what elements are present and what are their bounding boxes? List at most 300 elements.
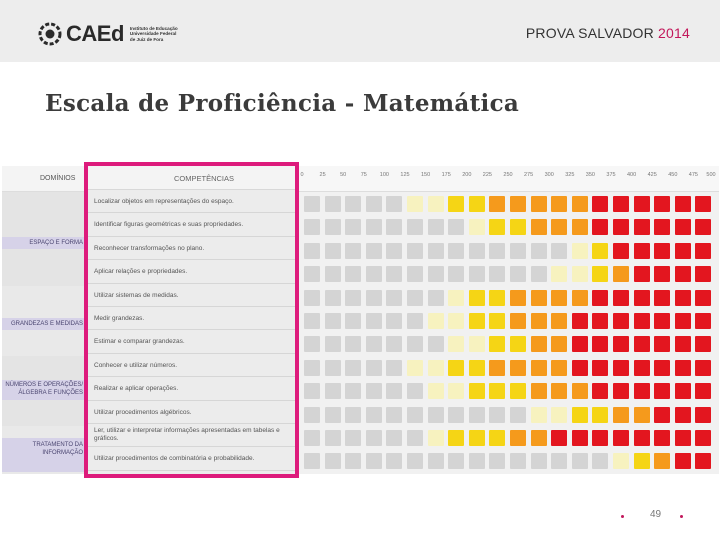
proficiency-cell	[325, 383, 341, 399]
proficiency-cell	[531, 453, 547, 469]
proficiency-cell	[634, 407, 650, 423]
proficiency-cell	[345, 313, 361, 329]
proficiency-cell	[675, 196, 691, 212]
proficiency-cell	[613, 313, 629, 329]
proficiency-cell	[592, 243, 608, 259]
proficiency-cell	[386, 383, 402, 399]
proficiency-cell	[654, 243, 670, 259]
proficiency-cell	[572, 360, 588, 376]
footer-dot-right	[680, 515, 683, 518]
proficiency-grid	[299, 192, 719, 474]
competency-row	[88, 377, 295, 400]
proficiency-cell	[531, 360, 547, 376]
proficiency-cell	[675, 360, 691, 376]
page-title: Escala de Proficiência - Matemática	[45, 90, 520, 117]
proficiency-cell	[695, 313, 711, 329]
scale-tick-label: 350	[585, 172, 595, 178]
proficiency-cell	[510, 453, 526, 469]
footer-dot-left	[621, 515, 624, 518]
proficiency-cell	[551, 360, 567, 376]
proficiency-cell	[386, 290, 402, 306]
competency-row	[88, 260, 295, 283]
header-title-year: 2014	[658, 25, 690, 41]
proficiency-cell	[386, 196, 402, 212]
proficiency-cell	[695, 290, 711, 306]
proficiency-cell	[469, 290, 485, 306]
domain-label: NÚMEROS E OPERAÇÕES/ ÁLGEBRA E FUNÇÕES	[2, 380, 85, 400]
proficiency-cell	[531, 313, 547, 329]
competencies-header	[88, 166, 295, 190]
proficiency-cell	[325, 313, 341, 329]
proficiency-cell	[386, 430, 402, 446]
proficiency-cell	[634, 196, 650, 212]
proficiency-cell	[489, 290, 505, 306]
proficiency-cell	[510, 407, 526, 423]
proficiency-cell	[531, 219, 547, 235]
competency-label: Medir grandezas.	[94, 315, 145, 322]
scale-tick-label: 400	[627, 172, 637, 178]
proficiency-cell	[592, 336, 608, 352]
proficiency-cell	[428, 219, 444, 235]
scale-tick-label: 0	[300, 172, 304, 178]
proficiency-cell	[654, 266, 670, 282]
proficiency-cell	[345, 266, 361, 282]
domain-label: GRANDEZAS E MEDIDAS	[2, 318, 85, 330]
competencies-header-label: COMPETÊNCIAS	[174, 174, 235, 183]
proficiency-cell	[654, 430, 670, 446]
proficiency-cell	[592, 219, 608, 235]
proficiency-cell	[345, 453, 361, 469]
competency-label: Identificar figuras geométricas e suas propriedades.	[94, 221, 244, 229]
domains-column	[2, 166, 85, 474]
proficiency-cell	[510, 196, 526, 212]
proficiency-cell	[510, 219, 526, 235]
proficiency-cell	[345, 407, 361, 423]
proficiency-cell	[634, 336, 650, 352]
proficiency-cell	[592, 266, 608, 282]
proficiency-cell	[304, 430, 320, 446]
logo-subtitle-line: Instituto de Educação	[129, 25, 178, 31]
proficiency-cell	[325, 266, 341, 282]
header-title-main: PROVA SALVADOR	[525, 25, 654, 41]
proficiency-cell	[386, 313, 402, 329]
competency-label: Realizar e aplicar operações.	[94, 385, 179, 393]
proficiency-cell	[407, 430, 423, 446]
proficiency-cell	[407, 243, 423, 259]
proficiency-cell	[695, 196, 711, 212]
proficiency-cell	[695, 360, 711, 376]
proficiency-cell	[613, 430, 629, 446]
proficiency-cell	[654, 219, 670, 235]
scale-tick-label: 450	[668, 172, 678, 178]
proficiency-cell	[675, 313, 691, 329]
proficiency-cell	[345, 219, 361, 235]
proficiency-cell	[345, 336, 361, 352]
proficiency-cell	[448, 383, 464, 399]
proficiency-cell	[345, 430, 361, 446]
proficiency-cell	[489, 313, 505, 329]
proficiency-cell	[366, 219, 382, 235]
domains-header	[2, 166, 85, 192]
proficiency-cell	[489, 336, 505, 352]
proficiency-cell	[489, 360, 505, 376]
proficiency-cell	[572, 313, 588, 329]
competency-row	[88, 237, 295, 260]
scale-tick-label: 500	[706, 172, 716, 178]
proficiency-cell	[448, 336, 464, 352]
proficiency-cell	[386, 266, 402, 282]
proficiency-cell	[634, 219, 650, 235]
proficiency-cell	[592, 290, 608, 306]
competency-row	[88, 401, 295, 424]
proficiency-cell	[469, 266, 485, 282]
proficiency-cell	[531, 383, 547, 399]
proficiency-cell	[428, 196, 444, 212]
competency-row	[88, 307, 295, 330]
proficiency-cell	[695, 407, 711, 423]
proficiency-cell	[428, 407, 444, 423]
proficiency-cell	[386, 453, 402, 469]
proficiency-cell	[551, 219, 567, 235]
proficiency-cell	[428, 383, 444, 399]
proficiency-cell	[572, 383, 588, 399]
proficiency-cell	[304, 266, 320, 282]
proficiency-cell	[469, 430, 485, 446]
proficiency-cell	[510, 313, 526, 329]
proficiency-cell	[675, 290, 691, 306]
header-bar	[0, 0, 720, 62]
proficiency-cell	[654, 383, 670, 399]
domain-band-espaco	[2, 192, 85, 286]
proficiency-cell	[325, 290, 341, 306]
proficiency-cell	[695, 243, 711, 259]
proficiency-cell	[531, 430, 547, 446]
proficiency-cell	[407, 196, 423, 212]
proficiency-cell	[366, 290, 382, 306]
proficiency-cell	[325, 360, 341, 376]
competency-label: Reconhecer transformações no plano.	[94, 244, 205, 252]
proficiency-cell	[613, 290, 629, 306]
proficiency-cell	[448, 290, 464, 306]
proficiency-cell	[386, 243, 402, 259]
competency-row	[88, 284, 295, 307]
proficiency-cell	[675, 336, 691, 352]
scale-tick-label: 200	[462, 172, 472, 178]
proficiency-cell	[551, 407, 567, 423]
proficiency-cell	[407, 290, 423, 306]
proficiency-cell	[366, 430, 382, 446]
proficiency-cell	[386, 360, 402, 376]
proficiency-cell	[695, 336, 711, 352]
proficiency-cell	[551, 430, 567, 446]
proficiency-cell	[572, 453, 588, 469]
proficiency-cell	[448, 360, 464, 376]
proficiency-cell	[592, 407, 608, 423]
proficiency-cell	[551, 336, 567, 352]
proficiency-cell	[304, 407, 320, 423]
scale-tick-label: 225	[482, 172, 492, 178]
logo-text: CAEd	[66, 21, 124, 46]
proficiency-cell	[489, 407, 505, 423]
proficiency-cell	[592, 313, 608, 329]
proficiency-cell	[654, 453, 670, 469]
proficiency-cell	[304, 219, 320, 235]
proficiency-cell	[654, 196, 670, 212]
competencies-highlight-frame	[84, 162, 299, 478]
proficiency-cell	[613, 407, 629, 423]
proficiency-cell	[613, 336, 629, 352]
scale-tick-label: 425	[647, 172, 657, 178]
proficiency-cell	[695, 219, 711, 235]
proficiency-cell	[304, 336, 320, 352]
scale-tick-label: 250	[503, 172, 513, 178]
proficiency-cell	[428, 266, 444, 282]
competency-label: Utilizar sistemas de medidas.	[94, 291, 179, 299]
proficiency-cell	[531, 290, 547, 306]
proficiency-cell	[489, 453, 505, 469]
proficiency-cell	[325, 430, 341, 446]
proficiency-cell	[469, 219, 485, 235]
proficiency-cell	[592, 383, 608, 399]
competency-row	[88, 447, 295, 470]
competency-row	[88, 354, 295, 377]
scale-tick-label: 375	[606, 172, 616, 178]
proficiency-cell	[469, 360, 485, 376]
scale-tick-label: 25	[319, 172, 326, 178]
proficiency-cell	[592, 196, 608, 212]
proficiency-cell	[510, 290, 526, 306]
proficiency-cell	[428, 336, 444, 352]
proficiency-cell	[448, 313, 464, 329]
proficiency-cell	[695, 430, 711, 446]
header-title	[526, 25, 690, 41]
domain-label: TRATAMENTO DA INFORMAÇÃO	[2, 438, 85, 472]
proficiency-cell	[613, 453, 629, 469]
proficiency-cell	[304, 313, 320, 329]
competency-row	[88, 424, 295, 447]
proficiency-cell	[572, 196, 588, 212]
domain-band-grandezas	[2, 286, 85, 356]
proficiency-cell	[304, 360, 320, 376]
competency-row	[88, 190, 295, 213]
proficiency-cell	[613, 196, 629, 212]
competency-label: Conhecer e utilizar números.	[94, 361, 178, 369]
proficiency-cell	[407, 360, 423, 376]
proficiency-cell	[325, 453, 341, 469]
scale-header	[299, 166, 719, 192]
proficiency-cell	[366, 360, 382, 376]
domain-label: ESPAÇO E FORMA	[2, 237, 85, 249]
proficiency-cell	[531, 266, 547, 282]
proficiency-cell	[345, 196, 361, 212]
proficiency-cell	[675, 243, 691, 259]
proficiency-cell	[510, 336, 526, 352]
proficiency-cell	[654, 360, 670, 376]
proficiency-cell	[675, 453, 691, 469]
proficiency-cell	[551, 383, 567, 399]
proficiency-cell	[386, 336, 402, 352]
proficiency-cell	[675, 219, 691, 235]
proficiency-cell	[654, 313, 670, 329]
proficiency-cell	[634, 430, 650, 446]
proficiency-cell	[407, 407, 423, 423]
proficiency-cell	[448, 219, 464, 235]
proficiency-cell	[469, 453, 485, 469]
competency-row	[88, 213, 295, 236]
proficiency-cell	[695, 266, 711, 282]
proficiency-cell	[407, 383, 423, 399]
proficiency-cell	[675, 383, 691, 399]
competency-label: Estimar e comparar grandezas.	[94, 338, 185, 346]
proficiency-cell	[469, 196, 485, 212]
scale-tick-label: 175	[441, 172, 451, 178]
proficiency-cell	[448, 453, 464, 469]
domains-header-label: DOMÍNIOS	[40, 175, 76, 182]
proficiency-cell	[428, 360, 444, 376]
proficiency-cell	[448, 196, 464, 212]
proficiency-cell	[613, 383, 629, 399]
proficiency-cell	[469, 313, 485, 329]
competency-label: Aplicar relações e propriedades.	[94, 268, 188, 276]
proficiency-cell	[592, 430, 608, 446]
proficiency-cell	[510, 243, 526, 259]
proficiency-cell	[613, 266, 629, 282]
proficiency-cell	[428, 313, 444, 329]
proficiency-cell	[634, 290, 650, 306]
proficiency-cell	[634, 383, 650, 399]
proficiency-cell	[489, 219, 505, 235]
proficiency-cell	[489, 383, 505, 399]
proficiency-cell	[654, 290, 670, 306]
proficiency-cell	[428, 430, 444, 446]
proficiency-cell	[613, 243, 629, 259]
proficiency-cell	[572, 290, 588, 306]
scale-tick-label: 100	[379, 172, 389, 178]
proficiency-cell	[325, 407, 341, 423]
proficiency-cell	[345, 290, 361, 306]
scale-tick-label: 75	[360, 172, 367, 178]
proficiency-cell	[325, 196, 341, 212]
proficiency-cell	[551, 290, 567, 306]
competency-label: Utilizar procedimentos algébricos.	[94, 408, 192, 416]
scale-tick-label: 475	[688, 172, 698, 178]
proficiency-cell	[551, 313, 567, 329]
proficiency-cell	[345, 243, 361, 259]
proficiency-cell	[325, 219, 341, 235]
proficiency-cell	[428, 453, 444, 469]
proficiency-cell	[469, 336, 485, 352]
proficiency-cell	[428, 243, 444, 259]
proficiency-cell	[695, 383, 711, 399]
logo-subtitle	[130, 26, 178, 43]
scale-tick-label: 50	[340, 172, 347, 178]
scale-tick-label: 300	[544, 172, 554, 178]
scale-tick-label: 325	[565, 172, 575, 178]
proficiency-cell	[572, 430, 588, 446]
proficiency-cell	[489, 196, 505, 212]
proficiency-cell	[572, 243, 588, 259]
scale-tick-label: 150	[421, 172, 431, 178]
competency-label: Localizar objetos em representações do espaço.	[94, 198, 234, 205]
proficiency-cell	[572, 219, 588, 235]
proficiency-cell	[386, 219, 402, 235]
proficiency-cell	[304, 383, 320, 399]
proficiency-cell	[510, 360, 526, 376]
caed-logo-icon	[38, 22, 62, 46]
proficiency-cell	[325, 336, 341, 352]
proficiency-cell	[469, 243, 485, 259]
proficiency-cell	[654, 336, 670, 352]
proficiency-cell	[613, 219, 629, 235]
scale-tick-label: 125	[400, 172, 410, 178]
proficiency-cell	[654, 407, 670, 423]
proficiency-cell	[366, 336, 382, 352]
proficiency-cell	[531, 196, 547, 212]
proficiency-cell	[531, 336, 547, 352]
competency-label: Ler, utilizar e interpretar informações apresentadas em tabelas e gráficos.	[94, 427, 280, 442]
domain-band-tratamento	[2, 426, 85, 474]
proficiency-cell	[366, 196, 382, 212]
proficiency-cell	[675, 407, 691, 423]
logo-subtitle-line: Universidade Federal	[129, 31, 177, 37]
proficiency-cell	[634, 453, 650, 469]
proficiency-cell	[531, 243, 547, 259]
proficiency-cell	[407, 219, 423, 235]
proficiency-cell	[572, 266, 588, 282]
proficiency-cell	[613, 360, 629, 376]
proficiency-cell	[386, 407, 402, 423]
proficiency-cell	[695, 453, 711, 469]
proficiency-cell	[407, 336, 423, 352]
competency-row	[88, 330, 295, 353]
proficiency-cell	[551, 243, 567, 259]
proficiency-cell	[366, 266, 382, 282]
proficiency-cell	[366, 453, 382, 469]
proficiency-cell	[634, 360, 650, 376]
proficiency-cell	[469, 407, 485, 423]
proficiency-cell	[675, 266, 691, 282]
proficiency-cell	[489, 430, 505, 446]
proficiency-cell	[489, 266, 505, 282]
proficiency-cell	[572, 407, 588, 423]
proficiency-cell	[407, 453, 423, 469]
proficiency-cell	[366, 243, 382, 259]
proficiency-cell	[448, 243, 464, 259]
proficiency-cell	[304, 243, 320, 259]
proficiency-cell	[407, 313, 423, 329]
proficiency-cell	[304, 196, 320, 212]
proficiency-cell	[366, 407, 382, 423]
proficiency-cell	[531, 407, 547, 423]
caed-logo	[38, 20, 178, 48]
proficiency-cell	[551, 453, 567, 469]
scale-tick-label: 275	[524, 172, 534, 178]
proficiency-cell	[469, 383, 485, 399]
proficiency-cell	[634, 243, 650, 259]
proficiency-cell	[510, 383, 526, 399]
proficiency-cell	[304, 290, 320, 306]
proficiency-cell	[325, 243, 341, 259]
proficiency-cell	[510, 266, 526, 282]
proficiency-cell	[366, 383, 382, 399]
proficiency-cell	[634, 266, 650, 282]
domain-band-numeros	[2, 356, 85, 426]
proficiency-cell	[366, 313, 382, 329]
proficiency-cell	[448, 407, 464, 423]
proficiency-cell	[551, 196, 567, 212]
proficiency-cell	[448, 430, 464, 446]
proficiency-cell	[510, 430, 526, 446]
